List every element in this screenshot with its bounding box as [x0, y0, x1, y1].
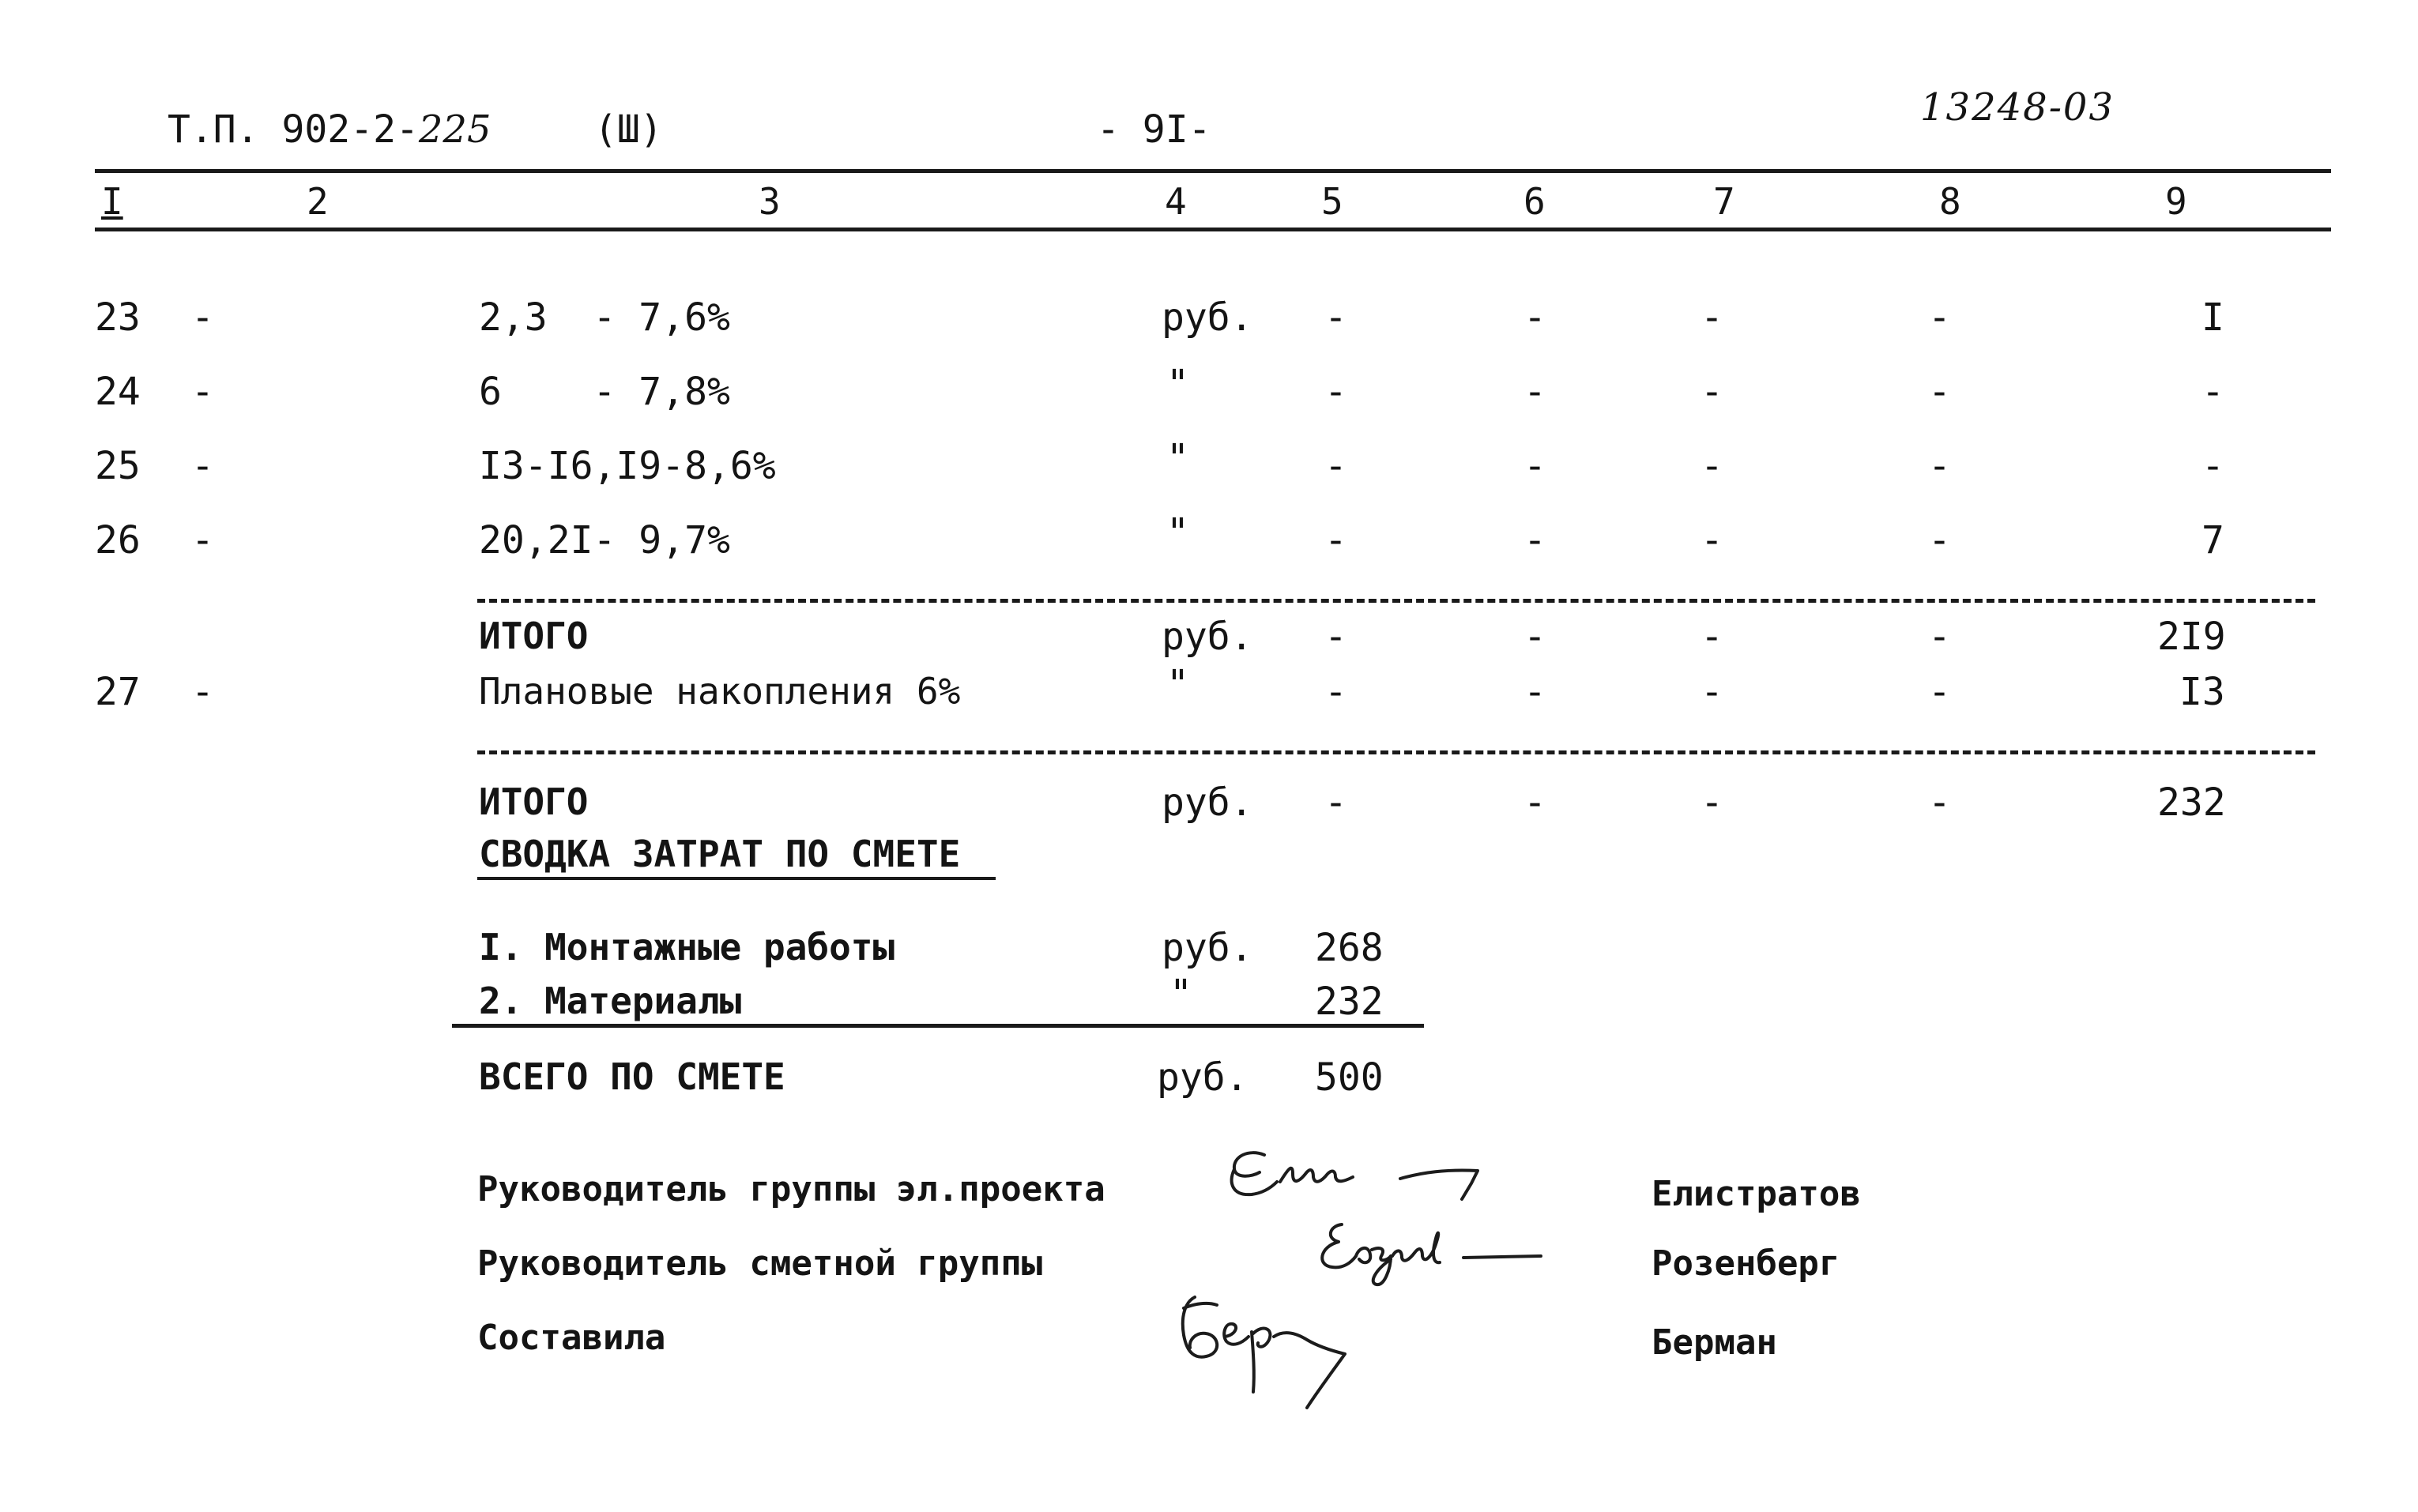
cell-col8: -	[1928, 444, 1951, 488]
summary-title: СВОДКА ЗАТРАТ ПО СМЕТЕ	[479, 833, 961, 875]
signature-role: Составила	[477, 1318, 666, 1358]
summary-total-unit: руб.	[1157, 1055, 1249, 1100]
cell-col2: -	[191, 670, 214, 714]
cell-col6: -	[1523, 780, 1546, 825]
cell-col9: I	[2201, 295, 2224, 340]
row-unit: "	[1166, 362, 1189, 406]
row-number: 23	[95, 295, 141, 340]
cell-col7: -	[1701, 780, 1723, 825]
col-header-8: 8	[1939, 180, 1961, 223]
cell-col7: -	[1701, 670, 1723, 714]
cell-col9: -	[2201, 370, 2224, 414]
cell-col2: -	[191, 518, 214, 562]
row-number: 24	[95, 370, 141, 414]
cell-col5: -	[1324, 615, 1347, 659]
header-rule-bottom	[95, 228, 2331, 231]
cell-col9: 7	[2201, 518, 2224, 562]
row-description: 6 - 7,8%	[479, 370, 730, 414]
signature-name: Елистратов	[1652, 1174, 1861, 1214]
summary-title-underline	[477, 877, 996, 880]
signature-role: Руководитель сметной группы	[477, 1243, 1043, 1284]
subtotal-unit: руб.	[1162, 615, 1253, 659]
subtotal-label: ИТОГО	[479, 780, 589, 823]
cell-col7: -	[1701, 615, 1723, 659]
cell-col9: I3	[2179, 670, 2225, 714]
summary-item-value: 268	[1315, 926, 1384, 970]
cell-col7: -	[1701, 444, 1723, 488]
cell-col5: -	[1324, 295, 1347, 340]
cell-col5: -	[1324, 670, 1347, 714]
cell-col8: -	[1928, 518, 1951, 562]
summary-item-label: 2. Материалы	[479, 980, 742, 1022]
summary-total-value: 500	[1315, 1055, 1384, 1100]
col-header-6: 6	[1523, 180, 1546, 223]
cell-col6: -	[1523, 670, 1546, 714]
cell-col5: -	[1324, 370, 1347, 414]
handwritten-signature-3	[1138, 1284, 1422, 1442]
cell-col6: -	[1523, 370, 1546, 414]
row-unit: "	[1166, 662, 1189, 706]
summary-total-rule	[452, 1024, 1424, 1028]
cell-col8: -	[1928, 615, 1951, 659]
dashed-separator	[477, 599, 2315, 603]
summary-item-unit: "	[1169, 972, 1192, 1016]
doc-number-suffix: 225	[418, 107, 492, 152]
page-number: - 9I-	[1097, 107, 1211, 152]
col-header-7: 7	[1713, 180, 1735, 223]
row-description: 20,2I- 9,7%	[479, 518, 730, 562]
col-header-3: 3	[759, 180, 781, 223]
subtotal-unit: руб.	[1162, 780, 1253, 825]
doc-part: (Ш)	[594, 107, 663, 152]
dashed-separator	[477, 750, 2315, 754]
cell-col5: -	[1324, 444, 1347, 488]
cell-col2: -	[191, 295, 214, 340]
cell-col6: -	[1523, 444, 1546, 488]
cell-col8: -	[1928, 295, 1951, 340]
row-description: Плановые накопления 6%	[479, 670, 961, 713]
summary-item-value: 232	[1315, 980, 1384, 1024]
cell-col7: -	[1701, 295, 1723, 340]
row-unit: "	[1166, 436, 1189, 480]
summary-item-unit: руб.	[1162, 926, 1253, 970]
row-description: 2,3 - 7,6%	[479, 295, 730, 340]
subtotal-label: ИТОГО	[479, 615, 589, 657]
doc-number	[168, 107, 492, 152]
row-unit: руб.	[1162, 295, 1253, 340]
cell-col6: -	[1523, 518, 1546, 562]
doc-code: 13248-03	[1920, 85, 2115, 130]
row-number: 25	[95, 444, 141, 488]
row-description: I3-I6,I9-8,6%	[479, 444, 776, 488]
col-header-4: 4	[1165, 180, 1187, 223]
cell-col8: -	[1928, 670, 1951, 714]
cell-col2: -	[191, 444, 214, 488]
cell-col9: -	[2201, 444, 2224, 488]
cell-col8: -	[1928, 370, 1951, 414]
row-number: 26	[95, 518, 141, 562]
row-unit: "	[1166, 510, 1189, 555]
cell-col7: -	[1701, 370, 1723, 414]
signature-role: Руководитель группы эл.проекта	[477, 1169, 1105, 1209]
col-header-9: 9	[2165, 180, 2187, 223]
col-header-2: 2	[307, 180, 329, 223]
cell-col7: -	[1701, 518, 1723, 562]
cell-col6: -	[1523, 295, 1546, 340]
subtotal-value: 232	[2157, 780, 2226, 825]
doc-number-prefix: Т.П. 902-2-	[168, 107, 419, 152]
signature-name: Берман	[1652, 1322, 1777, 1363]
cell-col2: -	[191, 370, 214, 414]
header-rule-top	[95, 169, 2331, 173]
cell-col8: -	[1928, 780, 1951, 825]
row-number: 27	[95, 670, 141, 714]
cell-col5: -	[1324, 518, 1347, 562]
col-header-1: I	[101, 180, 123, 223]
cell-col6: -	[1523, 615, 1546, 659]
cell-col5: -	[1324, 780, 1347, 825]
summary-total-label: ВСЕГО ПО СМЕТЕ	[479, 1055, 785, 1098]
col-header-5: 5	[1321, 180, 1343, 223]
subtotal-value: 2I9	[2157, 615, 2226, 659]
summary-item-label: I. Монтажные работы	[479, 926, 895, 969]
signature-name: Розенберг	[1652, 1243, 1840, 1284]
